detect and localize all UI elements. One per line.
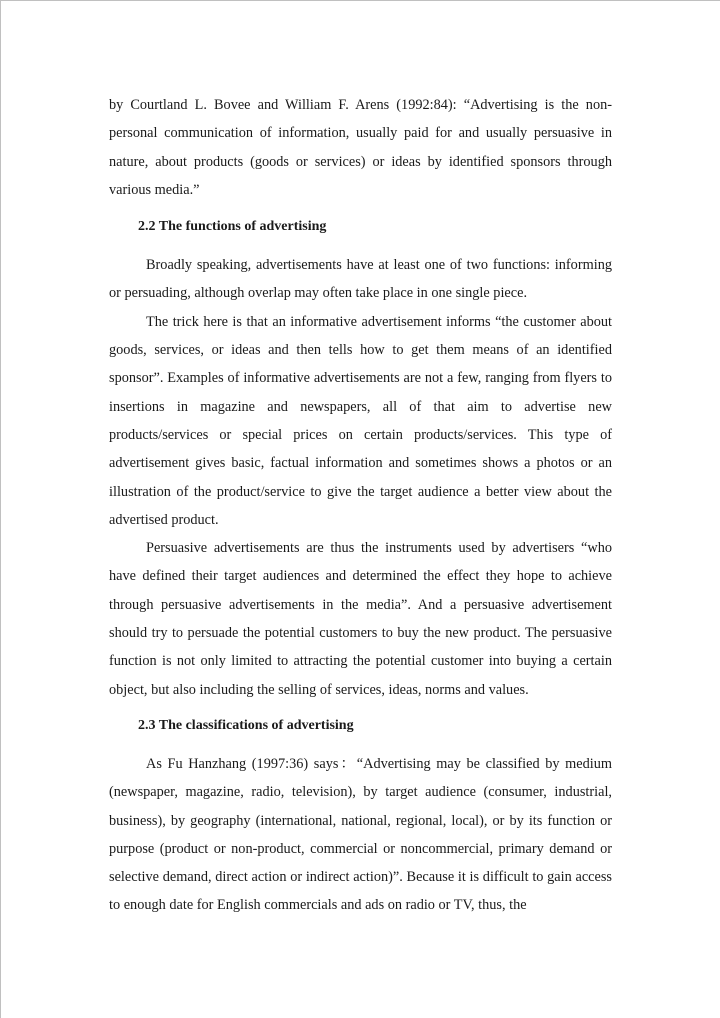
paragraph-persuasive-ads: Persuasive advertisements are thus the instruments used by advertisers “who have defined their target audiences and determined the effect they hope to achieve through persuasive advertisements in the media”. And a persuasive advertisement should try to persuade the potential customers to buy the new product. The persuasive function is not only limited to attracting the potential customer into buying a certain object, but also including the selling of services, ideas, norms and values.: [109, 540, 612, 698]
section-heading-functions: 2.2 The functions of advertising: [138, 219, 327, 235]
paragraph-classifications: As Fu Hanzhang (1997:36) says：“Advertising may be classified by medium (newspaper, magazine, radio, television), by target audience (consumer, industrial, business), by geography (international, national, regional, local), or by its function or purpose (product or non-product, commercial or noncommercial, primary demand or selective demand, direct action or indirect action)”. Because it is difficult to gain access to enough date for English commercials and ads on radio or TV, thus, the: [109, 755, 612, 914]
section-heading-classifications: 2.3 The classifications of advertising: [138, 717, 354, 733]
paragraph-informative-ads: The trick here is that an informative advertisement informs “the customer about goods, services, or ideas and then tells how to get them means of an identified sponsor”. Examples of informative advertisements are not a few, ranging from flyers to insertions in magazine and newspapers, all of that aim to advertise new products/services or special prices on certain products/services. This type of advertisement gives basic, factual information and sometimes shows a photos or an illustration of the product/service to give the target audience a better view about the advertised product.: [109, 313, 612, 528]
page-content: [109, 91, 612, 920]
paragraph-functions-overview: Broadly speaking, advertisements have at least one of two functions: informing or persuading, although overlap may often take place in one single piece.: [109, 257, 612, 302]
intro-paragraph: by Courtland L. Bovee and William F. Arens (1992:84): “Advertising is the non-personal communication of information, usually paid for and usually persuasive in nature, about products (goods or services) or ideas by identified sponsors through various media.”: [109, 97, 612, 198]
